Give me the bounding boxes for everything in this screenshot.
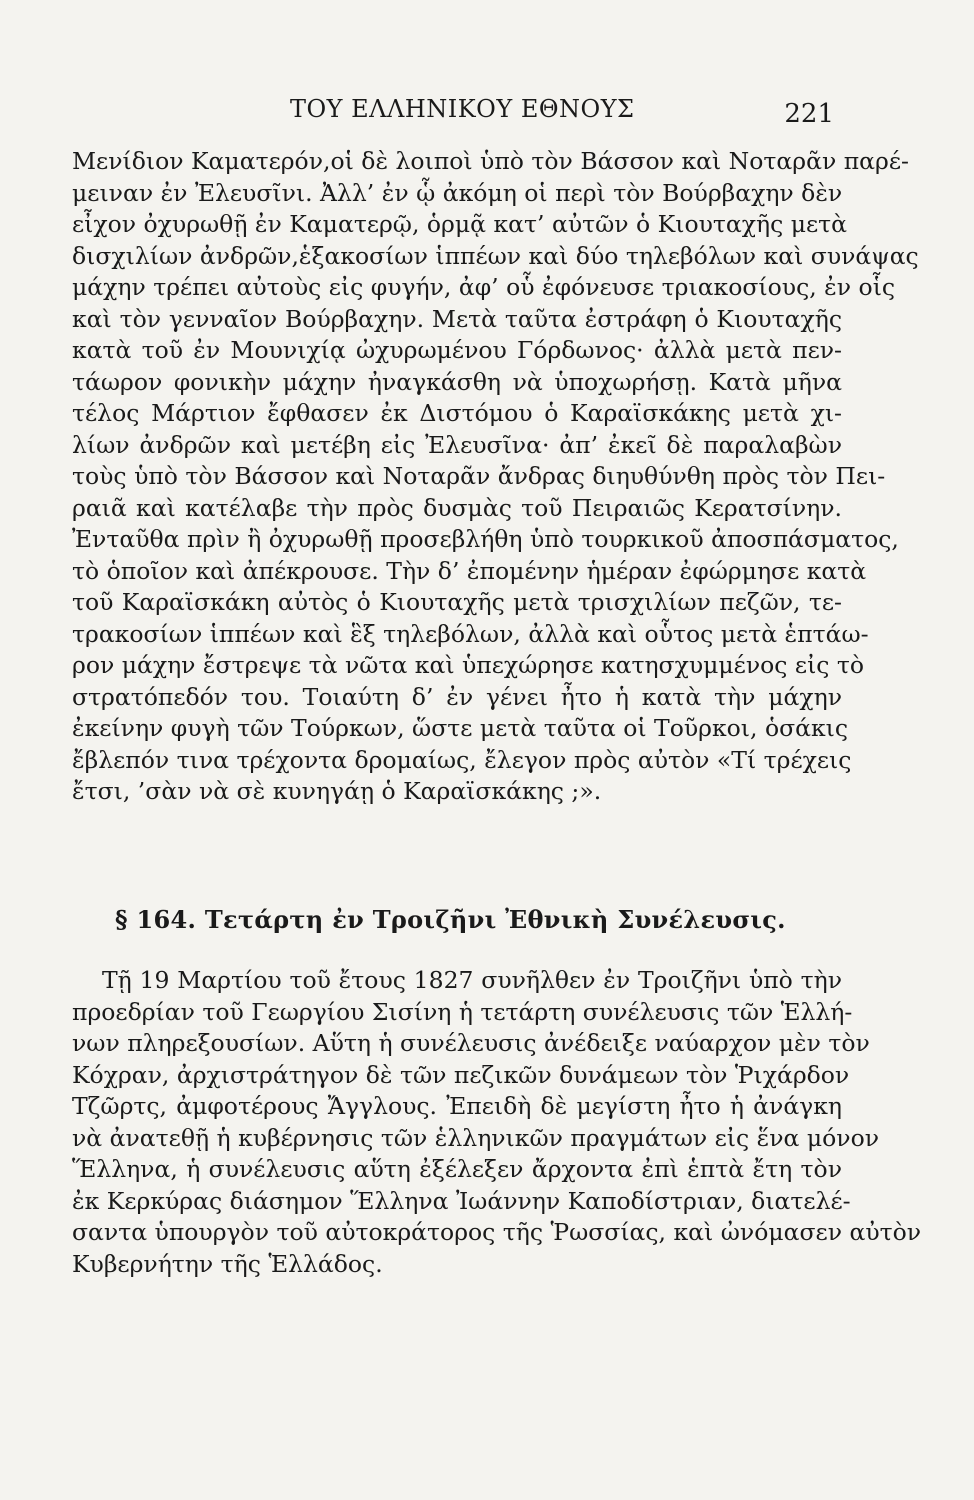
- text-line: εἶχον ὀχυρωθῇ ἐν Καματερῷ, ὁρμᾷ κατ’ αὐτῶν ὁ Κιουταχῆς μετὰ: [72, 210, 848, 238]
- text-line: κατὰ τοῦ ἐν Μουνιχίᾳ ὠχυρωμένου Γόρδωνος· ἀλλὰ μετὰ πεν-: [72, 336, 842, 364]
- text-line: λίων ἀνδρῶν καὶ μετέβη εἰς Ἐλευσῖνα· ἀπ’ ἐκεῖ δὲ παραλαβὼν: [72, 430, 842, 459]
- text-line: ραιᾶ καὶ κατέλαβε τὴν πρὸς δυσμὰς τοῦ Πειραιῶς Κερατσίνην.: [72, 493, 842, 522]
- text-line: Ἕλληνα, ἡ συνέλευσις αὕτη ἐξέλεξεν ἄρχοντα ἐπὶ ἑπτὰ ἔτη τὸν: [72, 1155, 842, 1183]
- paragraph-troizen-assembly: [72, 965, 922, 1280]
- running-title: ΤΟΥ ΕΛΛΗΝΙΚΟΥ ΕΘΝΟΥΣ: [290, 95, 635, 123]
- text-line: Τζῶρτς, ἀμφοτέρους Ἄγγλους. Ἐπειδὴ δὲ μεγίστη ἦτο ἡ ἀνάγκη: [72, 1092, 842, 1120]
- text-line: νων πληρεξουσίων. Αὕτη ἡ συνέλευσις ἀνέδειξε ναύαρχον μὲν τὸν: [72, 1029, 870, 1057]
- text-line: ἔβλεπόν τινα τρέχοντα δρομαίως, ἔλεγον πρὸς αὐτὸν «Τί τρέχεις: [72, 745, 852, 774]
- text-line: καὶ τὸν γενναῖον Βούρβαχην. Μετὰ ταῦτα ἐστράφη ὁ Κιουταχῆς: [72, 304, 842, 333]
- text-line: Κόχραν, ἀρχιστράτηγον δὲ τῶν πεζικῶν δυνάμεων τὸν Ῥιχάρδον: [72, 1060, 850, 1089]
- text-line: τοὺς ὑπὸ τὸν Βάσσον καὶ Νοταρᾶν ἄνδρας διηυθύνθη πρὸς τὸν Πει-: [72, 462, 886, 490]
- text-line: τέλος Μάρτιον ἔφθασεν ἐκ Διστόμου ὁ Καραϊσκάκης μετὰ χι-: [72, 399, 842, 427]
- text-line: ἐκείνην φυγὴ τῶν Τούρκων, ὥστε μετὰ ταῦτα οἱ Τοῦρκοι, ὁσάκις: [72, 714, 849, 742]
- text-line: τρακοσίων ἱππέων καὶ ἓξ τηλεβόλων, ἀλλὰ καὶ οὗτος μετὰ ἑπτάω-: [72, 619, 869, 648]
- section-title: Τετάρτη ἐν Τροιζῆνι Ἐθνικὴ Συνέλευσις.: [204, 905, 786, 934]
- text-line: Κυβερνήτην τῆς Ἑλλάδος.: [72, 1249, 383, 1278]
- text-line: ρον μάχην ἔστρεψε τὰ νῶτα καὶ ὑπεχώρησε κατησχυμμένος εἰς τὸ: [72, 651, 865, 679]
- paragraph-karaiskakis: [72, 146, 919, 808]
- text-line: δισχιλίων ἀνδρῶν,ἑξακοσίων ἱππέων καὶ δύο τηλεβόλων καὶ συνάψας: [72, 241, 919, 270]
- section-sign: §: [115, 905, 128, 934]
- text-line: προεδρίαν τοῦ Γεωργίου Σισίνη ἡ τετάρτη συνέλευσις τῶν Ἑλλή-: [72, 997, 853, 1026]
- text-line: τοῦ Καραϊσκάκη αὐτὸς ὁ Κιουταχῆς μετὰ τρισχιλίων πεζῶν, τε-: [72, 588, 842, 616]
- text-line: μειναν ἐν Ἐλευσῖνι. Ἀλλ’ ἐν ᾧ ἀκόμη οἱ περὶ τὸν Βούρβαχην δὲν: [72, 178, 843, 207]
- page-header: [70, 95, 834, 135]
- text-line: Μενίδιον Καματερόν,οἱ δὲ λοιποὶ ὑπὸ τὸν Βάσσον καὶ Νοταρᾶν παρέ-: [72, 147, 909, 175]
- text-line: τὸ ὁποῖον καὶ ἀπέκρουσε. Τὴν δ’ ἐπομένην ἡμέραν ἐφώρμησε κατὰ: [72, 556, 867, 585]
- section-heading: [115, 905, 815, 934]
- page-number: 221: [784, 99, 834, 129]
- text-line: Ἐνταῦθα πρὶν ἢ ὀχυρωθῇ προσεβλήθη ὑπὸ τουρκικοῦ ἀποσπάσματος,: [72, 525, 899, 553]
- text-line: στρατόπεδόν του. Τοιαύτη δ’ ἐν γένει ἦτο ἡ κατὰ τὴν μάχην: [72, 682, 842, 711]
- text-line: σαντα ὑπουργὸν τοῦ αὐτοκράτορος τῆς Ῥωσσίας, καὶ ὠνόμασεν αὐτὸν: [72, 1218, 922, 1246]
- text-line: ἔτσι, ’σὰν νὰ σὲ κυνηγάῃ ὁ Καραϊσκάκης ;».: [72, 777, 602, 805]
- text-line: τάωρον φονικὴν μάχην ἠναγκάσθη νὰ ὑποχωρήσῃ. Κατὰ μῆνα: [72, 367, 842, 396]
- text-line: νὰ ἀνατεθῇ ἡ κυβέρνησις τῶν ἑλληνικῶν πραγμάτων εἰς ἕνα μόνον: [72, 1123, 880, 1152]
- section-number: 164.: [136, 905, 197, 934]
- text-line: μάχην τρέπει αὐτοὺς εἰς φυγήν, ἀφ’ οὗ ἐφόνευσε τριακοσίους, ἐν οἷς: [72, 273, 896, 301]
- text-line: ἐκ Κερκύρας διάσημον Ἕλληνα Ἰωάννην Καποδίστριαν, διατελέ-: [72, 1186, 851, 1215]
- text-line: Τῇ 19 Μαρτίου τοῦ ἔτους 1827 συνῆλθεν ἐν Τροιζῆνι ὑπὸ τὴν: [102, 966, 842, 994]
